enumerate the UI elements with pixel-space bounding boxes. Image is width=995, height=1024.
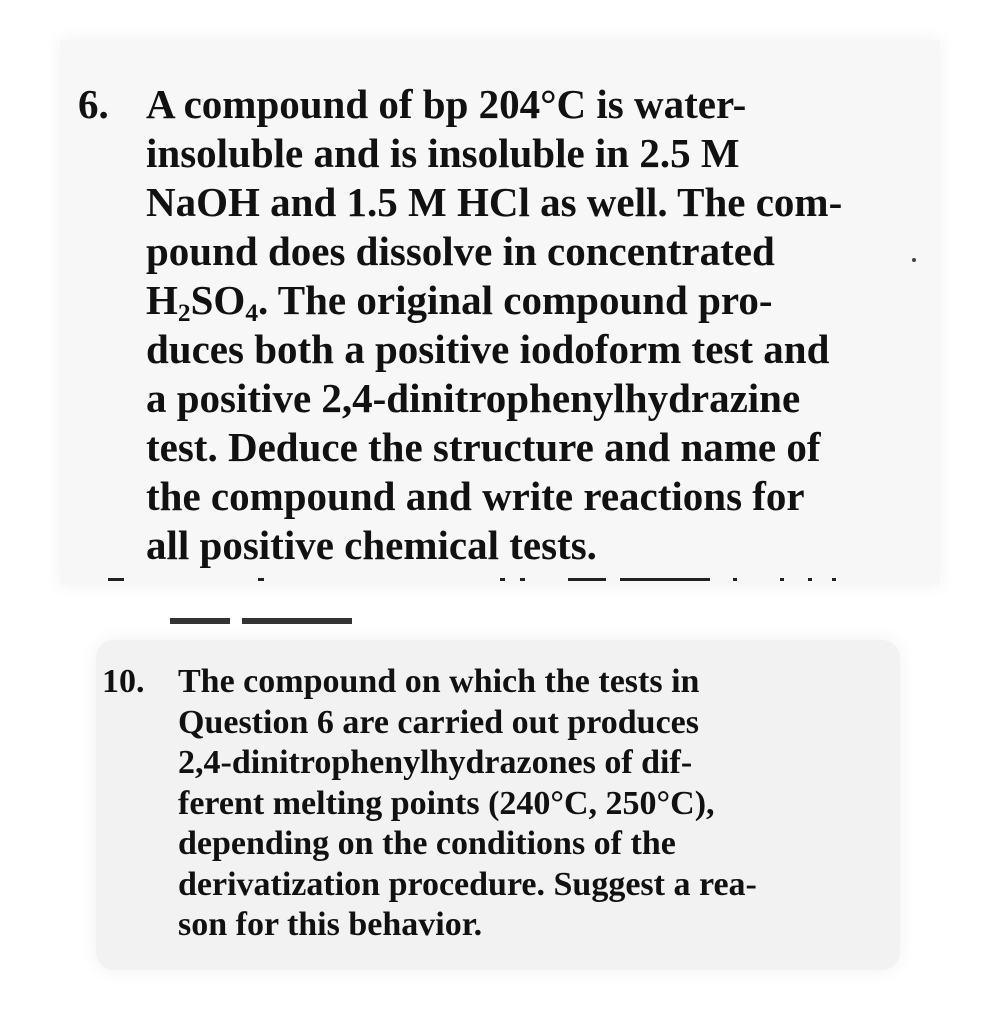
cropped-glyph (620, 578, 710, 581)
cropped-glyph (780, 578, 784, 581)
question-6-line-3: NaOH and 1.5 M HCl as well. The com- (146, 179, 843, 225)
cropped-glyph (832, 578, 836, 581)
cropped-glyph (170, 618, 230, 624)
question-6-number: 6. (78, 81, 109, 127)
scan-speck (912, 258, 916, 262)
question-6-line-6: duces both a positive iodoform test and (146, 326, 830, 372)
formula-subscript-4: 4 (245, 299, 259, 328)
formula-h: H (146, 277, 178, 323)
question-10-line-4: ferent melting points (240°C, 250°C), (178, 784, 715, 822)
question-10-line-3: 2,4-dinitrophenylhydrazones of dif- (178, 744, 693, 781)
cropped-glyph (108, 578, 124, 581)
question-6-line-7: a positive 2,4-dinitrophenylhydrazine (146, 375, 801, 421)
formula-subscript-2: 2 (177, 299, 191, 328)
question-6 (78, 80, 898, 570)
question-10-line-7: son for this behavior. (178, 906, 483, 943)
cropped-glyph (733, 578, 737, 581)
question-10-line-1: The compound on which the tests in (178, 663, 700, 700)
cropped-text-line-bottom (170, 614, 360, 626)
question-6-line-5 (146, 276, 898, 328)
question-10-line-6: derivatization procedure. Suggest a rea- (178, 865, 757, 903)
question-6-text (146, 80, 898, 570)
question-10-line-5: depending on the conditions of the (178, 825, 676, 862)
question-6-line-5-rest: . The original compound pro- (258, 277, 773, 323)
formula-so: SO (190, 277, 246, 323)
question-10-number: 10. (102, 663, 145, 700)
cropped-glyph (258, 578, 264, 581)
question-6-line-1: A compound of bp 204°C is water- (146, 81, 747, 127)
question-6-line-9: the compound and write reactions for (146, 473, 805, 519)
question-10-text (178, 662, 872, 946)
cropped-text-line-top (108, 572, 848, 582)
cropped-glyph (500, 578, 505, 581)
question-10 (102, 662, 872, 946)
cropped-glyph (242, 618, 352, 624)
question-6-line-8: test. Deduce the structure and name of (146, 424, 821, 470)
question-10-line-2: Question 6 are carried out produces (178, 703, 699, 741)
question-6-line-10: all positive chemical tests. (146, 522, 597, 568)
cropped-glyph (520, 578, 525, 581)
cropped-glyph (568, 578, 606, 581)
cropped-glyph (808, 578, 812, 581)
question-6-line-4: pound does dissolve in concentrated (146, 228, 775, 274)
question-6-line-2: insoluble and is insoluble in 2.5 M (146, 130, 740, 176)
